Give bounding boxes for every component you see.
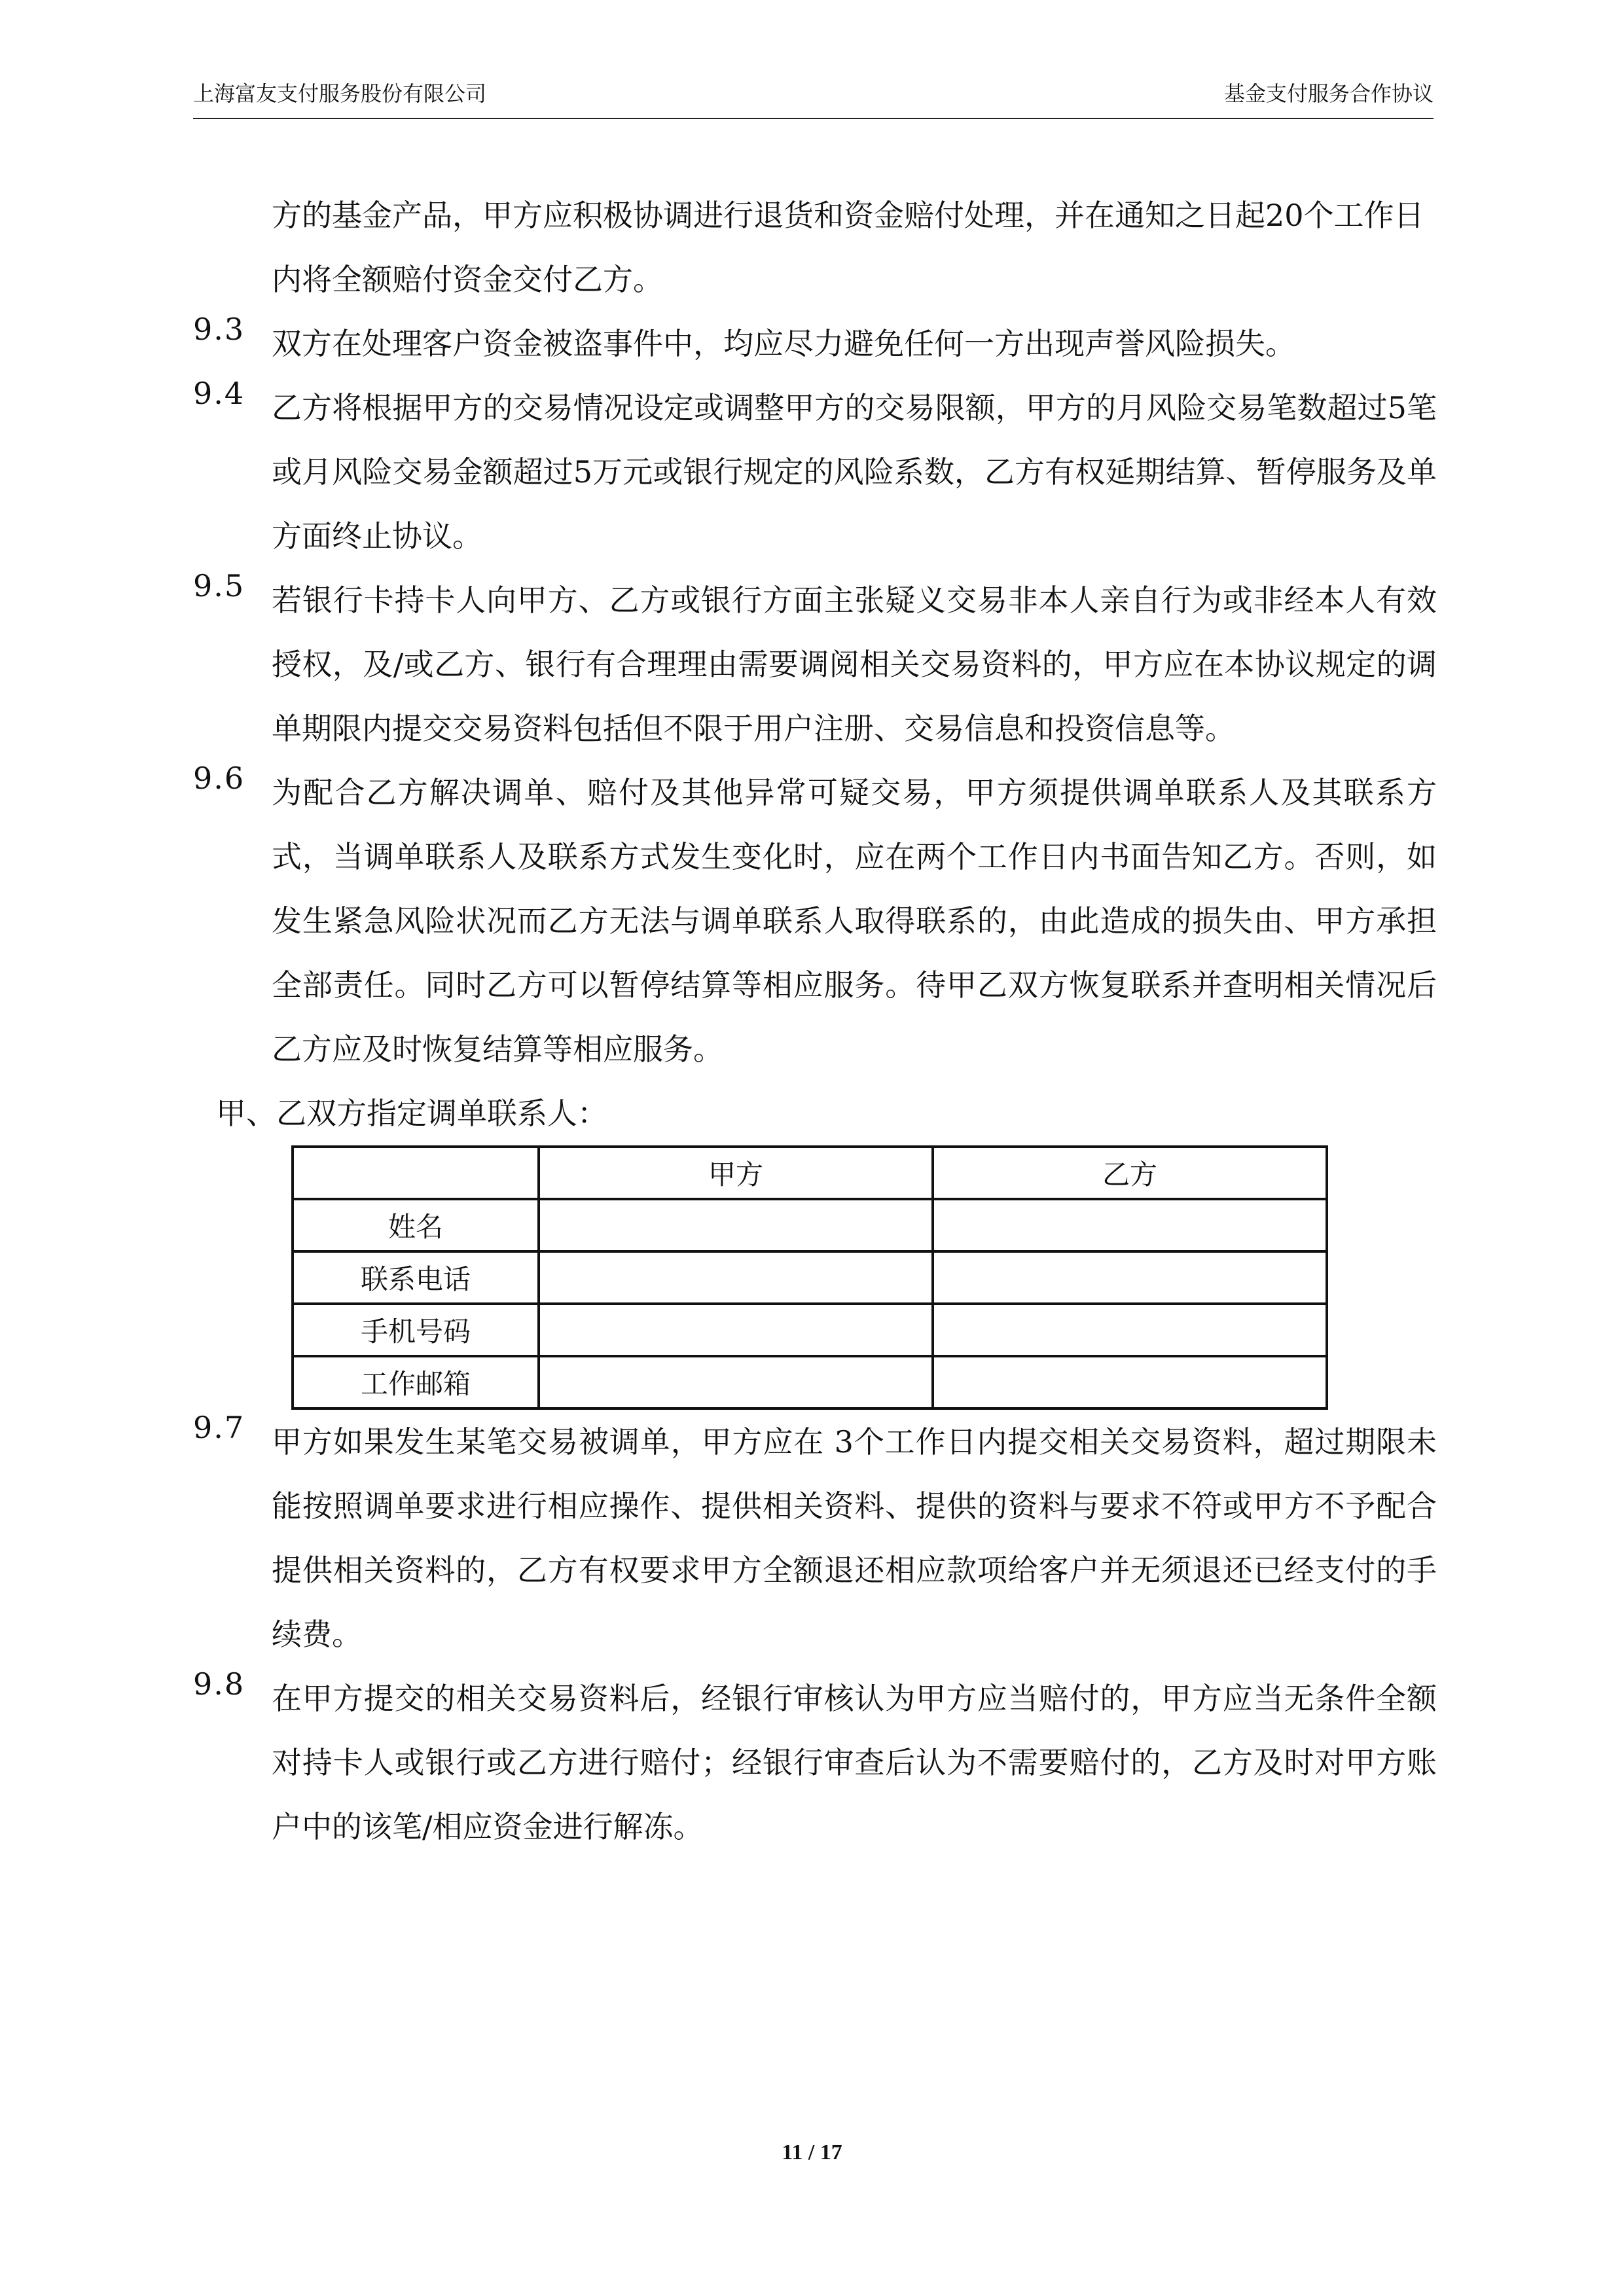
clause-text: 在甲方提交的相关交易资料后，经银行审核认为甲方应当赔付的，甲方应当无条件全额对持卡人或银行或乙方进行赔付；经银行审查后认为不需要赔付的，乙方及时对甲方账户中的该笔/相应资金进行解冻。	[272, 1681, 1437, 1844]
clause-9-5	[193, 568, 1437, 761]
clause-number: 9.5	[193, 568, 245, 603]
table-header-row	[293, 1147, 1327, 1199]
clause-text: 甲方如果发生某笔交易被调单，甲方应在 3个工作日内提交相关交易资料，超过期限未能按照调单要求进行相应操作、提供相关资料、提供的资料与要求不符或甲方不予配合提供相关资料的，乙方有权要求甲方全额退还相应款项给客户并无须退还已经支付的手续费。	[272, 1424, 1437, 1652]
table-row	[293, 1304, 1327, 1356]
clause-9-3	[193, 312, 1437, 376]
table-header-cell: 甲方	[539, 1147, 933, 1199]
clause-9-6	[193, 761, 1437, 1081]
party-b-cell	[933, 1199, 1327, 1251]
row-label: 联系电话	[293, 1251, 539, 1304]
table-row	[293, 1356, 1327, 1408]
table-header-cell	[293, 1147, 539, 1199]
clause-number: 9.8	[193, 1666, 245, 1702]
clause-number: 9.3	[193, 312, 245, 347]
clause-text: 为配合乙方解决调单、赔付及其他异常可疑交易，甲方须提供调单联系人及其联系方式，当调单联系人及联系方式发生变化时，应在两个工作日内书面告知乙方。否则，如发生紧急风险状况而乙方无法与调单联系人取得联系的，由此造成的损失由、甲方承担全部责任。同时乙方可以暂停结算等相应服务。待甲乙双方恢复联系并查明相关情况后乙方应及时恢复结算等相应服务。	[272, 775, 1437, 1067]
clause-9-8	[193, 1666, 1437, 1859]
page-header	[193, 72, 1434, 119]
document-body	[193, 183, 1437, 1859]
party-b-cell	[933, 1356, 1327, 1408]
table-intro: 甲、乙双方指定调单联系人：	[216, 1096, 607, 1131]
party-a-cell	[539, 1304, 933, 1356]
page-number: 11 / 17	[782, 2140, 842, 2164]
clause-text: 若银行卡持卡人向甲方、乙方或银行方面主张疑义交易非本人亲自行为或非经本人有效授权，及/或乙方、银行有合理理由需要调阅相关交易资料的，甲方应在本协议规定的调单期限内提交交易资料包括但不限于用户注册、交易信息和投资信息等。	[272, 583, 1437, 746]
row-label: 工作邮箱	[293, 1356, 539, 1408]
clause-9-4	[193, 376, 1437, 568]
clause-number: 9.6	[193, 761, 245, 796]
continuation-paragraph: 方的基金产品，甲方应积极协调进行退货和资金赔付处理，并在通知之日起20个工作日内将全额赔付资金交付乙方。	[272, 198, 1424, 297]
party-b-cell	[933, 1251, 1327, 1304]
header-doc-title: 基金支付服务合作协议	[1223, 81, 1434, 106]
party-b-cell	[933, 1304, 1327, 1356]
clause-9-7	[193, 1410, 1437, 1666]
party-a-cell	[539, 1251, 933, 1304]
clause-number: 9.7	[193, 1410, 245, 1445]
party-a-cell	[539, 1199, 933, 1251]
clause-number: 9.4	[193, 376, 245, 411]
row-label: 手机号码	[293, 1304, 539, 1356]
clause-text: 双方在处理客户资金被盗事件中，均应尽力避免任何一方出现声誉风险损失。	[272, 326, 1295, 361]
header-company: 上海富友支付服务股份有限公司	[193, 81, 487, 106]
table-header-cell: 乙方	[933, 1147, 1327, 1199]
table-row	[293, 1251, 1327, 1304]
contact-table	[291, 1145, 1328, 1410]
clause-text: 乙方将根据甲方的交易情况设定或调整甲方的交易限额，甲方的月风险交易笔数超过5笔或月风险交易金额超过5万元或银行规定的风险系数，乙方有权延期结算、暂停服务及单方面终止协议。	[272, 390, 1437, 554]
party-a-cell	[539, 1356, 933, 1408]
row-label: 姓名	[293, 1199, 539, 1251]
table-row	[293, 1199, 1327, 1251]
